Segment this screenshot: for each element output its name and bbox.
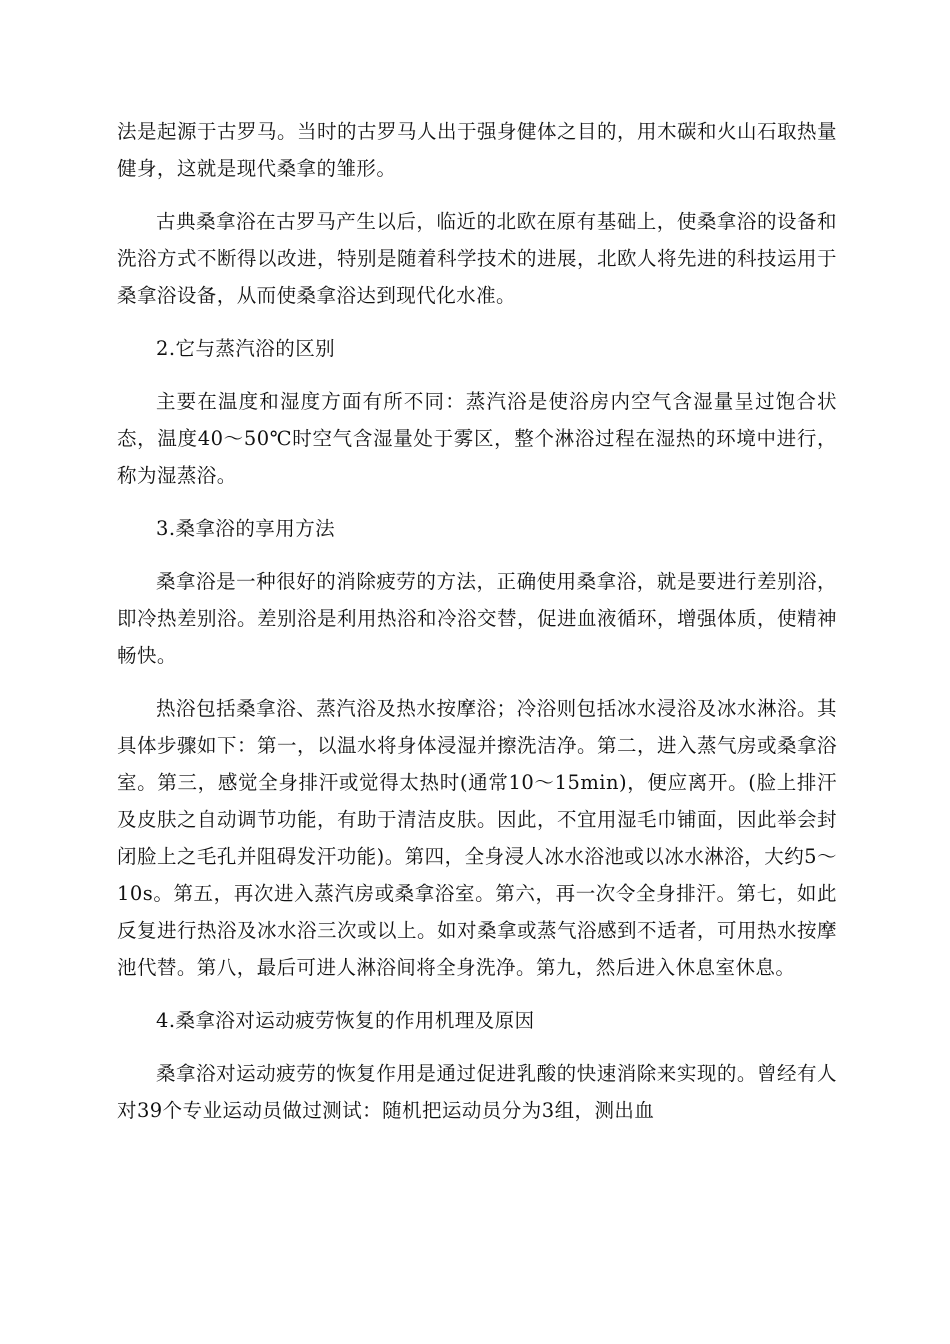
document-body [117, 113, 837, 1129]
paragraph-steps: 热浴包括桑拿浴、蒸汽浴及热水按摩浴；冷浴则包括冰水浸浴及冰水淋浴。其具体步骤如下：第一，以温水将身体浸湿并擦洗洁净。第二，进入蒸气房或桑拿浴室。第三，感觉全身排汗或觉得太热时(通常10～15min)，便应离开。(脸上排汗及皮肤之自动调节功能，有助于清洁皮肤。因此，不宜用湿毛巾铺面，因此举会封闭脸上之毛孔并阻碍发汗功能)。第四，全身浸人冰水浴池或以冰水淋浴，大约5～10s。第五，再次进入蒸汽房或桑拿浴室。第六，再一次令全身排汗。第七，如此反复进行热浴及冰水浴三次或以上。如对桑拿或蒸气浴感到不适者，可用热水按摩池代替。第八，最后可进人淋浴间将全身洗净。第九，然后进入休息室休息。 [117, 697, 837, 979]
paragraph-lactic-acid: 桑拿浴对运动疲劳的恢复作用是通过促进乳酸的快速消除来实现的。曾经有人对39个专业运动员做过测试：随机把运动员分为3组，测出血 [117, 1062, 837, 1122]
paragraph-temperature-humidity: 主要在温度和湿度方面有所不同：蒸汽浴是使浴房内空气含湿量呈过饱合状态，温度40～50℃时空气含湿量处于雾区，整个淋浴过程在湿热的环境中进行，称为湿蒸浴。 [117, 390, 837, 487]
paragraph-origin-rome: 法是起源于古罗马。当时的古罗马人出于强身健体之目的，用木碳和火山石取热量健身，这就是现代桑拿的雏形。 [117, 120, 837, 180]
section-heading-usage-method: 3.桑拿浴的享用方法 [156, 517, 336, 540]
paragraph-contrast-bath: 桑拿浴是一种很好的消除疲劳的方法，正确使用桑拿浴，就是要进行差别浴，即冷热差别浴。差别浴是利用热浴和冷浴交替，促进血液循环，增强体质，使精神畅快。 [117, 570, 837, 667]
paragraph-nordic-improvement: 古典桑拿浴在古罗马产生以后，临近的北欧在原有基础上，使桑拿浴的设备和洗浴方式不断得以改进，特别是随着科学技术的进展，北欧人将先进的科技运用于桑拿浴设备，从而使桑拿浴达到现代化水准。 [117, 210, 837, 307]
section-heading-mechanism: 4.桑拿浴对运动疲劳恢复的作用机理及原因 [156, 1009, 535, 1032]
section-heading-steam-difference: 2.它与蒸汽浴的区别 [156, 337, 336, 360]
